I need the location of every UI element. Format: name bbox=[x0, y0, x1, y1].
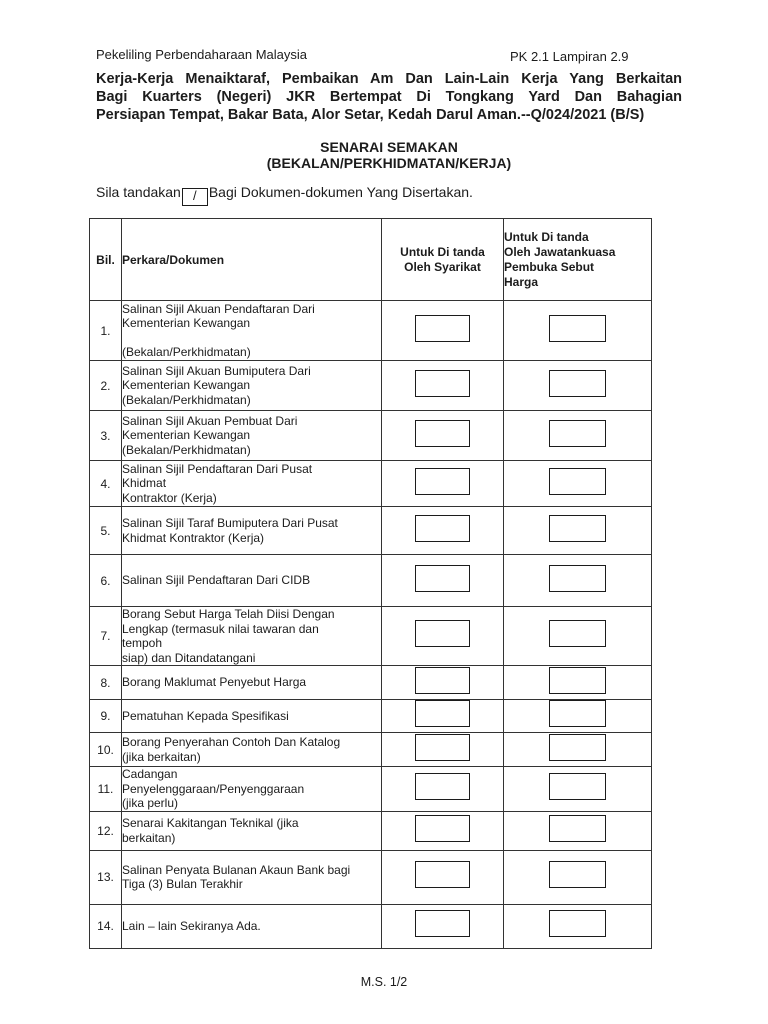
table-row bbox=[90, 507, 652, 555]
row-document: Salinan Sijil Pendaftaran Dari Pusat Khidmat Kontraktor (Kerja) bbox=[122, 461, 382, 507]
committee-check-cell bbox=[504, 361, 652, 411]
tick-mark-box: / bbox=[182, 188, 208, 206]
row-number: 4. bbox=[90, 461, 122, 507]
row-document: Borang Sebut Harga Telah Diisi Dengan Lengkap (termasuk nilai tawaran dan tempoh siap) dan Ditandatangani bbox=[122, 607, 382, 666]
row-number: 12. bbox=[90, 811, 122, 850]
committee-check-cell bbox=[504, 666, 652, 700]
header-document: Perkara/Dokumen bbox=[122, 219, 382, 301]
company-checkbox[interactable] bbox=[415, 773, 470, 800]
instruction-after: Bagi Dokumen-dokumen Yang Disertakan. bbox=[208, 184, 473, 200]
committee-checkbox[interactable] bbox=[549, 565, 606, 592]
row-number: 11. bbox=[90, 767, 122, 812]
committee-check-cell bbox=[504, 461, 652, 507]
row-number: 14. bbox=[90, 904, 122, 948]
company-checkbox[interactable] bbox=[415, 565, 470, 592]
row-number: 3. bbox=[90, 411, 122, 461]
committee-check-cell bbox=[504, 850, 652, 904]
company-checkbox[interactable] bbox=[415, 468, 470, 495]
subtitle-line-2: (BEKALAN/PERKHIDMATAN/KERJA) bbox=[266, 155, 512, 171]
company-checkbox[interactable] bbox=[415, 815, 470, 842]
row-document: Cadangan Penyelenggaraan/Penyenggaraan (jika perlu) bbox=[122, 767, 382, 812]
document-title bbox=[96, 70, 682, 124]
header-right: PK 2.1 Lampiran 2.9 bbox=[510, 49, 629, 64]
company-checkbox[interactable] bbox=[415, 734, 470, 761]
row-number: 6. bbox=[90, 555, 122, 607]
row-number: 13. bbox=[90, 850, 122, 904]
committee-checkbox[interactable] bbox=[549, 815, 606, 842]
committee-check-cell bbox=[504, 411, 652, 461]
row-number: 9. bbox=[90, 700, 122, 733]
table-row bbox=[90, 904, 652, 948]
committee-check-cell bbox=[504, 811, 652, 850]
row-document: Lain – lain Sekiranya Ada. bbox=[122, 904, 382, 948]
table-row bbox=[90, 411, 652, 461]
committee-check-cell bbox=[504, 904, 652, 948]
table-row bbox=[90, 361, 652, 411]
table-row bbox=[90, 607, 652, 666]
committee-checkbox[interactable] bbox=[549, 773, 606, 800]
instruction bbox=[96, 184, 473, 206]
table-row bbox=[90, 555, 652, 607]
company-check-cell bbox=[382, 607, 504, 666]
subtitle-line-1: SENARAI SEMAKAN bbox=[320, 139, 458, 155]
row-document: Pematuhan Kepada Spesifikasi bbox=[122, 700, 382, 733]
committee-checkbox[interactable] bbox=[549, 468, 606, 495]
table-row bbox=[90, 733, 652, 767]
row-document: Salinan Sijil Taraf Bumiputera Dari Pusat Khidmat Kontraktor (Kerja) bbox=[122, 507, 382, 555]
committee-checkbox[interactable] bbox=[549, 315, 606, 342]
company-checkbox[interactable] bbox=[415, 910, 470, 937]
page-number: M.S. 1/2 bbox=[360, 975, 408, 989]
company-checkbox[interactable] bbox=[415, 700, 470, 727]
company-checkbox[interactable] bbox=[415, 370, 470, 397]
company-checkbox[interactable] bbox=[415, 315, 470, 342]
instruction-before: Sila tandakan bbox=[96, 184, 181, 200]
table-row bbox=[90, 700, 652, 733]
checklist-table bbox=[89, 218, 652, 949]
company-check-cell bbox=[382, 850, 504, 904]
company-checkbox[interactable] bbox=[415, 667, 470, 694]
header-company bbox=[382, 219, 504, 301]
header-committee-text: Untuk Di tanda Oleh Jawatankuasa Pembuka Sebut Harga bbox=[504, 229, 616, 289]
row-document: Salinan Sijil Akuan Pendaftaran Dari Kementerian Kewangan (Bekalan/Perkhidmatan) bbox=[122, 301, 382, 361]
table-row bbox=[90, 666, 652, 700]
company-checkbox[interactable] bbox=[415, 861, 470, 888]
committee-check-cell bbox=[504, 607, 652, 666]
company-checkbox[interactable] bbox=[415, 620, 470, 647]
header-company-text: Untuk Di tanda Oleh Syarikat bbox=[400, 244, 485, 274]
row-document: Salinan Penyata Bulanan Akaun Bank bagi Tiga (3) Bulan Terakhir bbox=[122, 850, 382, 904]
table-row bbox=[90, 850, 652, 904]
committee-checkbox[interactable] bbox=[549, 910, 606, 937]
committee-checkbox[interactable] bbox=[549, 420, 606, 447]
row-document: Borang Penyerahan Contoh Dan Katalog (jika berkaitan) bbox=[122, 733, 382, 767]
committee-checkbox[interactable] bbox=[549, 667, 606, 694]
committee-checkbox[interactable] bbox=[549, 734, 606, 761]
committee-check-cell bbox=[504, 507, 652, 555]
committee-check-cell bbox=[504, 767, 652, 812]
company-check-cell bbox=[382, 461, 504, 507]
table-row bbox=[90, 461, 652, 507]
company-check-cell bbox=[382, 301, 504, 361]
row-number: 1. bbox=[90, 301, 122, 361]
row-number: 2. bbox=[90, 361, 122, 411]
row-number: 10. bbox=[90, 733, 122, 767]
committee-check-cell bbox=[504, 301, 652, 361]
committee-check-cell bbox=[504, 555, 652, 607]
header-bil: Bil. bbox=[90, 219, 122, 301]
row-number: 5. bbox=[90, 507, 122, 555]
company-checkbox[interactable] bbox=[415, 420, 470, 447]
committee-checkbox[interactable] bbox=[549, 620, 606, 647]
company-check-cell bbox=[382, 507, 504, 555]
company-check-cell bbox=[382, 904, 504, 948]
committee-checkbox[interactable] bbox=[549, 515, 606, 542]
title-line-2: Bagi Kuarters (Negeri) JKR Bertempat Di Tongkang Yard Dan Bahagian bbox=[96, 89, 682, 105]
row-document: Borang Maklumat Penyebut Harga bbox=[122, 666, 382, 700]
row-number: 7. bbox=[90, 607, 122, 666]
header-left: Pekeliling Perbendaharaan Malaysia bbox=[96, 47, 308, 62]
title-line-3: Persiapan Tempat, Bakar Bata, Alor Setar, Kedah Darul Aman.--Q/024/2021 (B/S) bbox=[96, 107, 645, 123]
company-check-cell bbox=[382, 700, 504, 733]
row-document: Salinan Sijil Akuan Pembuat Dari Kementerian Kewangan (Bekalan/Perkhidmatan) bbox=[122, 411, 382, 461]
committee-checkbox[interactable] bbox=[549, 370, 606, 397]
company-checkbox[interactable] bbox=[415, 515, 470, 542]
table-header-row bbox=[90, 219, 652, 301]
row-document: Senarai Kakitangan Teknikal (jika berkaitan) bbox=[122, 811, 382, 850]
company-check-cell bbox=[382, 733, 504, 767]
company-check-cell bbox=[382, 555, 504, 607]
row-document: Salinan Sijil Akuan Bumiputera Dari Kementerian Kewangan (Bekalan/Perkhidmatan) bbox=[122, 361, 382, 411]
header-committee bbox=[504, 219, 652, 301]
company-check-cell bbox=[382, 811, 504, 850]
title-line-1: Kerja-Kerja Menaiktaraf, Pembaikan Am Dan Lain-Lain Kerja Yang Berkaitan bbox=[96, 71, 682, 87]
row-document: Salinan Sijil Pendaftaran Dari CIDB bbox=[122, 555, 382, 607]
company-check-cell bbox=[382, 361, 504, 411]
row-number: 8. bbox=[90, 666, 122, 700]
committee-checkbox[interactable] bbox=[549, 861, 606, 888]
company-check-cell bbox=[382, 666, 504, 700]
company-check-cell bbox=[382, 411, 504, 461]
table-row bbox=[90, 767, 652, 812]
table-row bbox=[90, 301, 652, 361]
committee-check-cell bbox=[504, 700, 652, 733]
company-check-cell bbox=[382, 767, 504, 812]
committee-checkbox[interactable] bbox=[549, 700, 606, 727]
committee-check-cell bbox=[504, 733, 652, 767]
table-row bbox=[90, 811, 652, 850]
